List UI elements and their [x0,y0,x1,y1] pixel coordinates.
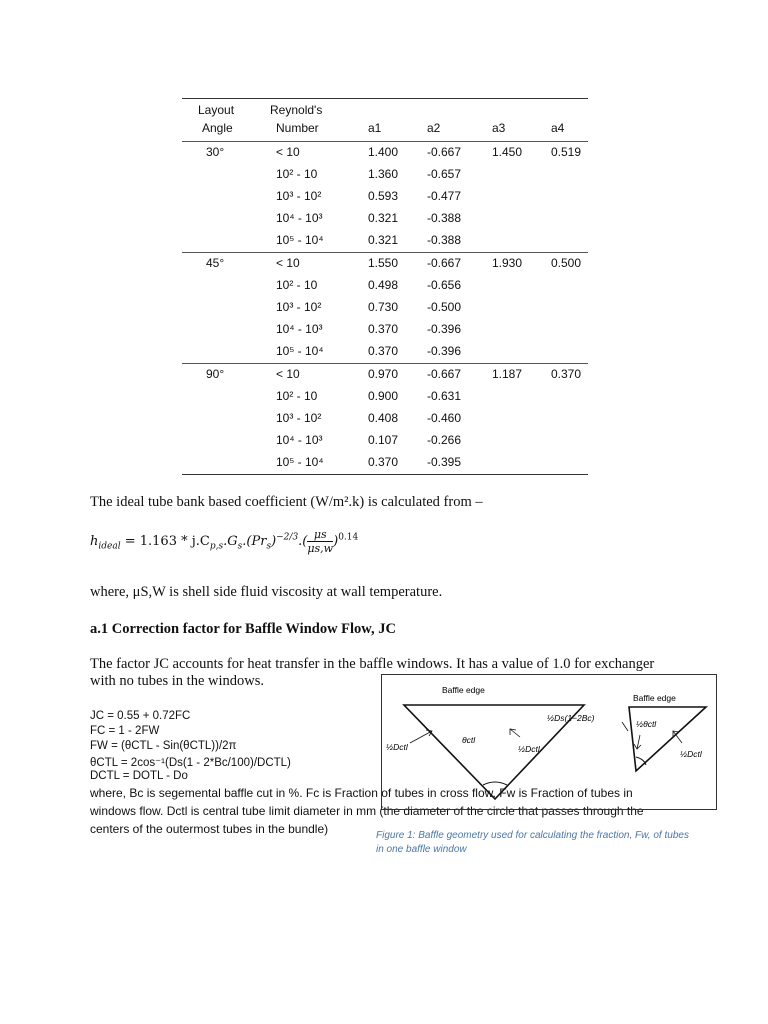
viscosity-note: where, μS,W is shell side fluid viscosity at wall temperature. [90,584,443,600]
a4-value: 0.519 [551,145,582,159]
table-row [182,430,588,452]
a1-value: 1.400 [368,145,399,159]
label-half-dctl-left: ½Dctl [386,742,408,752]
equation-fc: FC = 1 - 2FW [90,725,160,737]
table-row [182,452,588,474]
header-angle: Angle [202,121,233,135]
a4-value: 0.370 [551,367,582,381]
header-reynolds: Reynold's [270,103,323,117]
equation-theta-ctl: θCTL = 2cos⁻¹(Ds(1 - 2*Bc/100)/DCTL) [90,757,291,769]
a3-value: 1.930 [492,256,523,270]
table-row [182,386,588,408]
formula-close: ) [333,534,339,549]
where-line3: centers of the outermost tubes in the bundle) [90,822,329,836]
a2-value: -0.657 [427,167,462,181]
ideal-coefficient-intro: The ideal tube bank based coefficient (W/m².k) is calculated from – [90,494,483,510]
label-baffle-edge-left: Baffle edge [442,685,485,695]
table-row [182,164,588,186]
a2-value: -0.477 [427,189,462,203]
formula-gs: .G [223,534,238,549]
a2-value: -0.460 [427,411,462,425]
table-group-45 [182,253,588,364]
a2-value: -0.396 [427,322,462,336]
window-triangle-right [629,707,706,771]
a1-value: 0.900 [368,389,399,403]
a2-value: -0.631 [427,389,462,403]
reynolds-range: 10³ - 10² [276,300,322,314]
a1-value: 0.593 [368,189,399,203]
reynolds-range: 10⁵ - 10⁴ [276,455,324,469]
reynolds-range: 10² - 10 [276,278,318,292]
a1-value: 0.970 [368,367,399,381]
formula-pr-sub: s [266,541,272,552]
a3-value: 1.450 [492,145,523,159]
arrow-ds [622,722,628,731]
arrow-left [410,731,432,743]
baffle-diagram [382,675,716,809]
a1-value: 0.370 [368,322,399,336]
a2-value: -0.667 [427,367,462,381]
jc-paragraph-line2: with no tubes in the windows. [90,673,264,689]
table-row [182,230,588,252]
reynolds-range: 10⁴ - 10³ [276,322,323,336]
header-number: Number [276,121,319,135]
a2-value: -0.388 [427,211,462,225]
label-half-dctl-mid: ½Dctl [518,744,540,754]
a2-value: -0.266 [427,433,462,447]
a2-value: -0.656 [427,278,462,292]
table-row [182,208,588,230]
a2-value: -0.395 [427,455,462,469]
correlation-coefficients-table [182,98,588,475]
table-row [182,408,588,430]
formula-pr: .(Pr [242,534,267,549]
jc-paragraph-line1: The factor JC accounts for heat transfer in the baffle windows. It has a value of 1.0 for exchanger [90,656,655,672]
equation-jc: JC = 0.55 + 0.72FC [90,710,191,722]
table-row [182,341,588,363]
a1-value: 0.370 [368,455,399,469]
header-a3: a3 [492,121,506,135]
formula-dot: .( [298,534,308,549]
a1-value: 0.321 [368,211,399,225]
where-line1: where, Bc is segemental baffle cut in %. Fc is Fraction of tubes in cross flow. Fw is Fraction of tubes in [90,786,633,800]
table-group-30 [182,142,588,253]
table-row [182,186,588,208]
table-row [182,297,588,319]
label-theta-ctl: θctl [462,735,476,745]
layout-angle: 90° [206,367,225,381]
reynolds-range: 10² - 10 [276,389,318,403]
reynolds-range: < 10 [276,145,300,159]
formula-pr-close: ) [271,534,277,549]
table-row [182,253,588,275]
layout-angle: 45° [206,256,225,270]
table-row [182,142,588,164]
a1-value: 0.408 [368,411,399,425]
table-group-90 [182,364,588,475]
header-a1: a1 [368,121,382,135]
a1-value: 0.370 [368,344,399,358]
reynolds-range: < 10 [276,256,300,270]
a4-value: 0.500 [551,256,582,270]
figure-caption-line1: Figure 1: Baffle geometry used for calculating the fraction, Fw, of tubes [376,830,689,841]
a1-value: 0.730 [368,300,399,314]
formula-lhs-sub: ideal [98,541,121,552]
formula-lhs: h [90,534,99,549]
a1-value: 1.550 [368,256,399,270]
formula-cp-sub: p,s [209,541,224,552]
reynolds-range: 10⁴ - 10³ [276,211,323,225]
header-a4: a4 [551,121,565,135]
reynolds-range: 10² - 10 [276,167,318,181]
reynolds-range: 10⁵ - 10⁴ [276,233,324,247]
a1-value: 0.498 [368,278,399,292]
reynolds-range: 10³ - 10² [276,411,322,425]
layout-angle: 30° [206,145,225,159]
label-baffle-edge-right: Baffle edge [633,693,676,703]
baffle-geometry-figure [381,674,717,810]
where-line2: windows flow. Dctl is central tube limit diameter in mm (the diameter of the circle that passes through the [90,804,644,818]
header-a2: a2 [427,121,441,135]
a2-value: -0.396 [427,344,462,358]
formula-exp: 0.14 [338,532,359,543]
label-half-theta: ½θctl [636,719,657,729]
a2-value: -0.388 [427,233,462,247]
a1-value: 0.107 [368,433,399,447]
reynolds-range: 10⁴ - 10³ [276,433,323,447]
equation-fw: FW = (θCTL - Sin(θCTL))/2π [90,740,237,752]
formula-rhs: = 1.163 * j.C [124,534,210,549]
theta-arc [483,782,507,785]
table-row [182,364,588,386]
header-layout: Layout [198,103,235,117]
equation-dctl: DCTL = DOTL - Do [90,770,188,782]
a1-value: 1.360 [368,167,399,181]
a1-value: 0.321 [368,233,399,247]
reynolds-range: < 10 [276,367,300,381]
section-heading: a.1 Correction factor for Baffle Window Flow, JC [90,621,396,637]
label-half-ds-expr: ½Ds(1−2Bc) [547,713,595,723]
reynolds-range: 10⁵ - 10⁴ [276,344,324,358]
label-half-dctl-right: ½Dctl [680,749,702,759]
formula-gs-sub: s [237,541,243,552]
formula-mu-denominator: μs,w [307,542,334,555]
formula-mu-numerator: μs [307,528,333,542]
a2-value: -0.667 [427,256,462,270]
figure-caption-line2: in one baffle window [376,844,467,855]
formula-pr-exp: −2/3 [276,532,299,543]
ideal-coefficient-formula [90,528,358,555]
a2-value: -0.500 [427,300,462,314]
table-header [182,98,588,142]
reynolds-range: 10³ - 10² [276,189,322,203]
table-row [182,319,588,341]
a3-value: 1.187 [492,367,523,381]
a2-value: -0.667 [427,145,462,159]
table-row [182,275,588,297]
